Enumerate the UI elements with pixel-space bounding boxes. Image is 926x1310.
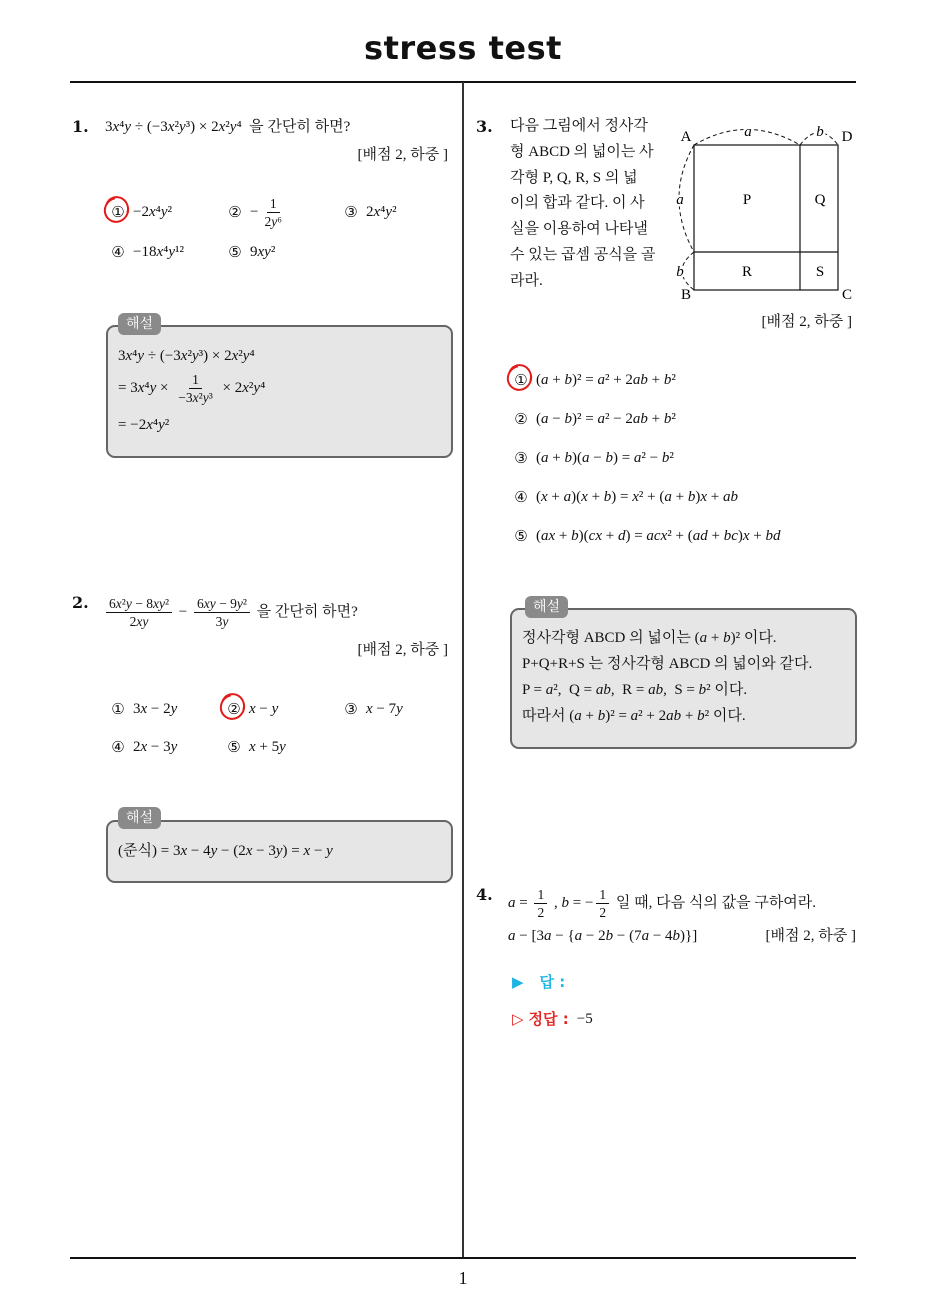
math-expression: (a + b)² = a² + 2ab + b² bbox=[536, 371, 676, 388]
math-expression: x + 5y bbox=[249, 738, 286, 755]
problem-4-number: 4. bbox=[476, 885, 493, 904]
choice-expression bbox=[133, 739, 177, 756]
problem-1-score: [배점 2, 하중 ] bbox=[357, 147, 448, 163]
problem-3-question-line: 형 ABCD 의 넓이는 사 bbox=[510, 143, 654, 160]
math-expression: × 2x²y⁴ bbox=[222, 380, 266, 396]
math-expression: 9xy² bbox=[250, 243, 276, 260]
fraction-denominator: −3x²y³ bbox=[178, 389, 213, 405]
choice-expression bbox=[536, 528, 781, 545]
math-expression: 3x⁴y ÷ (−3x²y³) × 2x²y⁴ bbox=[118, 348, 255, 364]
math-expression: (a + b)² = a² + 2ab + b² bbox=[569, 708, 710, 724]
choice-mark bbox=[513, 526, 529, 546]
math-expression: −5 bbox=[576, 1011, 593, 1027]
problem-2-choice-3[interactable] bbox=[343, 697, 403, 721]
choice-number: ② bbox=[228, 203, 242, 221]
correct-answer-row bbox=[512, 1009, 593, 1029]
fraction-denominator: 3y bbox=[215, 613, 229, 629]
problem-2-question bbox=[103, 592, 358, 632]
problem-4-question bbox=[508, 883, 816, 923]
problem-1-explanation-line-3 bbox=[118, 415, 169, 435]
answer-row bbox=[512, 972, 565, 992]
choice-mark bbox=[513, 409, 529, 429]
problem-3-explanation-line-4 bbox=[522, 706, 746, 726]
choice-number: ② bbox=[514, 410, 528, 428]
fraction bbox=[596, 886, 609, 921]
text-segment: 이다. bbox=[710, 682, 748, 698]
problem-2-choice-4[interactable] bbox=[110, 735, 177, 759]
side-label-b: b bbox=[676, 264, 684, 280]
math-expression: (a + b)² bbox=[694, 630, 741, 646]
fraction-numerator: 1 bbox=[596, 886, 609, 904]
corner-label-b: B bbox=[680, 287, 692, 303]
choice-expression bbox=[250, 195, 288, 230]
corner-label-c: C bbox=[841, 287, 853, 303]
selected-answer-circle bbox=[99, 192, 134, 228]
math-expression: 3x − 2y bbox=[133, 700, 178, 717]
correct-value bbox=[577, 1009, 593, 1029]
problem-3-choice-1[interactable] bbox=[513, 368, 676, 392]
problem-2-explanation-tab: 해설 bbox=[118, 807, 161, 829]
problem-4-score: [배점 2, 하중 ] bbox=[765, 928, 856, 944]
fraction-numerator: 1 bbox=[267, 195, 280, 213]
choice-number: ④ bbox=[111, 738, 125, 756]
math-expression: (ax + b)(cx + d) = acx² + (ad + bc)x + bd bbox=[536, 527, 781, 544]
choice-number: ⑤ bbox=[227, 738, 241, 756]
column-divider bbox=[462, 82, 464, 1258]
problem-3-explanation-line-1 bbox=[522, 628, 777, 648]
problem-4-expression bbox=[508, 926, 697, 946]
fraction-denominator: 2 bbox=[599, 904, 607, 920]
fraction-denominator: 2y⁶ bbox=[264, 213, 282, 229]
choice-mark bbox=[227, 242, 243, 262]
choice-expression bbox=[133, 204, 172, 221]
math-expression: x − 7y bbox=[366, 700, 403, 717]
choice-mark bbox=[343, 202, 359, 222]
text-segment: , R bbox=[610, 682, 636, 698]
problem-3-question-line: 다음 그림에서 정사각 bbox=[510, 118, 648, 134]
fraction bbox=[175, 371, 216, 406]
fraction-denominator: 2xy bbox=[129, 613, 149, 629]
choice-number: ④ bbox=[111, 243, 125, 261]
problem-3-choice-4[interactable] bbox=[513, 485, 738, 509]
choice-expression bbox=[366, 204, 397, 221]
region-label-r: R bbox=[741, 264, 753, 280]
problem-1-explanation-line-1 bbox=[118, 346, 255, 366]
correct-marker-icon: ▷ bbox=[512, 1010, 524, 1028]
text-segment: 따라서 bbox=[522, 708, 570, 724]
text-segment: P+Q+R+S 는 정사각형 ABCD 의 넓이와 같다. bbox=[522, 656, 813, 672]
choice-number: ① bbox=[111, 203, 125, 221]
fraction bbox=[194, 595, 250, 630]
choice-expression bbox=[133, 701, 177, 718]
problem-3-question-line: 실을 이용하여 나타낼 bbox=[510, 221, 648, 238]
math-expression: (a − b)² = a² − 2ab + b² bbox=[536, 410, 676, 427]
problem-3-question-line: 수 있는 곱셈 공식을 골 bbox=[510, 246, 656, 263]
top-label-b: b bbox=[816, 124, 824, 140]
choice-expression bbox=[249, 701, 278, 718]
corner-label-a: A bbox=[680, 129, 692, 145]
fraction-numerator: 1 bbox=[534, 886, 547, 904]
problem-2-explanation-line-1 bbox=[118, 841, 333, 861]
choice-number: ⑤ bbox=[228, 243, 242, 261]
text-segment: 을 간단히 하면? bbox=[241, 119, 351, 135]
choice-mark bbox=[513, 487, 529, 507]
math-expression: (x + a)(x + b) = x² + (a + b)x + ab bbox=[536, 488, 738, 505]
text-segment: (준식) bbox=[118, 843, 161, 859]
choice-number: ① bbox=[111, 700, 125, 718]
problem-2-choice-2[interactable] bbox=[226, 697, 278, 721]
math-expression: = −2x⁴y² bbox=[118, 417, 170, 433]
choice-expression bbox=[249, 739, 286, 756]
choice-number: ④ bbox=[514, 488, 528, 506]
choice-mark bbox=[110, 699, 126, 719]
problem-3-question-line: 각형 P, Q, R, S 의 넓 bbox=[510, 169, 638, 186]
fraction-numerator: 6x²y − 8xy² bbox=[106, 595, 172, 613]
problem-3-question bbox=[510, 114, 655, 295]
choice-number: ③ bbox=[344, 203, 358, 221]
problem-3-explanation-line-2 bbox=[522, 654, 812, 674]
choice-expression bbox=[536, 411, 676, 428]
math-expression: = 3x⁴y × bbox=[118, 380, 169, 396]
math-expression: 3x⁴y ÷ (−3x²y³) × 2x²y⁴ bbox=[105, 119, 242, 135]
choice-number: ③ bbox=[344, 700, 358, 718]
problem-3-choice-2[interactable] bbox=[513, 407, 676, 431]
page-title: stress test bbox=[364, 29, 562, 67]
problem-3-explanation-line-3 bbox=[522, 680, 747, 700]
math-expression: = b² bbox=[686, 682, 711, 698]
choice-mark bbox=[343, 699, 359, 719]
text-segment: 을 간단히 하면? bbox=[252, 604, 358, 620]
selected-answer-circle bbox=[215, 689, 250, 725]
math-expression: = 3x − 4y − (2x − 3y) = x − y bbox=[160, 843, 333, 859]
choice-mark bbox=[513, 370, 529, 390]
math-expression: x − y bbox=[249, 700, 279, 717]
text-segment: 이다. bbox=[740, 630, 777, 646]
choice-mark bbox=[110, 737, 126, 757]
problem-1-explanation-line-2 bbox=[118, 368, 265, 408]
problem-2-choice-5[interactable] bbox=[226, 735, 286, 759]
choice-expression bbox=[133, 244, 184, 261]
fraction-denominator: 2 bbox=[537, 904, 545, 920]
text-segment: , bbox=[550, 895, 562, 911]
fraction bbox=[534, 886, 547, 921]
square-diagram bbox=[666, 118, 856, 308]
math-expression: b = − bbox=[561, 895, 594, 911]
problem-1-question bbox=[105, 117, 350, 137]
choice-mark bbox=[110, 202, 126, 222]
choice-expression bbox=[536, 372, 676, 389]
text-segment: , S bbox=[663, 682, 687, 698]
fraction-numerator: 6xy − 9y² bbox=[194, 595, 250, 613]
problem-2-number: 2. bbox=[72, 593, 89, 612]
choice-mark bbox=[226, 737, 242, 757]
choice-number: ③ bbox=[514, 449, 528, 467]
text-segment: 정사각형 ABCD 의 넓이는 bbox=[522, 630, 695, 646]
correct-label: 정답 : bbox=[528, 1010, 569, 1028]
problem-1-choice-1[interactable] bbox=[110, 200, 172, 224]
problem-1-explanation-tab: 해설 bbox=[118, 313, 161, 335]
answer-marker-icon: ▶ bbox=[512, 973, 524, 991]
fraction-numerator: 1 bbox=[189, 371, 202, 389]
text-segment: 일 때, 다음 식의 값을 구하여라. bbox=[612, 895, 817, 911]
choice-number: ⑤ bbox=[514, 527, 528, 545]
left-arc-b bbox=[682, 252, 694, 290]
choice-expression bbox=[250, 244, 275, 261]
math-expression: 2x⁴y² bbox=[366, 203, 397, 220]
problem-3-explanation-tab: 해설 bbox=[525, 596, 568, 618]
region-label-q: Q bbox=[814, 192, 826, 208]
choice-mark bbox=[513, 448, 529, 468]
choice-mark bbox=[227, 202, 243, 222]
fraction bbox=[106, 595, 172, 630]
choice-expression bbox=[536, 450, 674, 467]
math-expression: = a² bbox=[533, 682, 558, 698]
math-expression: (a + b)(a − b) = a² − b² bbox=[536, 449, 674, 466]
problem-3-choice-3[interactable] bbox=[513, 446, 674, 470]
math-expression: a = bbox=[508, 895, 528, 911]
problem-1-choice-2[interactable] bbox=[227, 192, 288, 232]
corner-label-d: D bbox=[841, 129, 853, 145]
problem-1-choice-4[interactable] bbox=[110, 240, 184, 264]
choice-number: ② bbox=[227, 700, 241, 718]
choice-expression bbox=[536, 489, 738, 506]
math-expression: a − [3a − {a − 2b − (7a − 4b)}] bbox=[508, 928, 698, 944]
math-expression: −18x⁴y¹² bbox=[133, 243, 185, 260]
problem-3-question-line: 이의 합과 같다. 이 사 bbox=[510, 195, 645, 212]
region-label-p: P bbox=[742, 192, 752, 208]
choice-mark bbox=[110, 242, 126, 262]
page-number: 1 bbox=[458, 1268, 468, 1288]
problem-1-choice-3[interactable] bbox=[343, 200, 397, 224]
problem-3-score: [배점 2, 하중 ] bbox=[761, 314, 852, 330]
choice-number: ① bbox=[514, 371, 528, 389]
top-label-a: a bbox=[744, 124, 752, 140]
text-segment: 이다. bbox=[709, 708, 746, 724]
region-label-s: S bbox=[815, 264, 825, 280]
fraction bbox=[261, 195, 284, 230]
footer-rule bbox=[70, 1257, 856, 1259]
math-expression: = ab bbox=[635, 682, 664, 698]
side-label-a: a bbox=[676, 192, 684, 208]
math-expression: −2x⁴y² bbox=[133, 203, 173, 220]
problem-3-question-line: 라라. bbox=[510, 272, 543, 289]
text-segment: , Q bbox=[557, 682, 584, 698]
problem-2-choice-1[interactable] bbox=[110, 697, 177, 721]
selected-answer-circle bbox=[502, 360, 537, 396]
problem-3-number: 3. bbox=[476, 117, 493, 136]
choice-expression bbox=[366, 701, 403, 718]
choice-mark bbox=[226, 699, 242, 719]
problem-1-choice-5[interactable] bbox=[227, 240, 275, 264]
math-expression: − bbox=[250, 203, 259, 220]
answer-label: 답 : bbox=[539, 973, 566, 991]
problem-2-score: [배점 2, 하중 ] bbox=[357, 642, 448, 658]
math-expression: 2x − 3y bbox=[133, 738, 178, 755]
problem-1-number: 1. bbox=[72, 117, 89, 136]
text-segment: P bbox=[522, 682, 534, 698]
math-expression: − bbox=[178, 604, 188, 620]
math-expression: = ab bbox=[583, 682, 611, 698]
problem-3-choice-5[interactable] bbox=[513, 524, 781, 548]
